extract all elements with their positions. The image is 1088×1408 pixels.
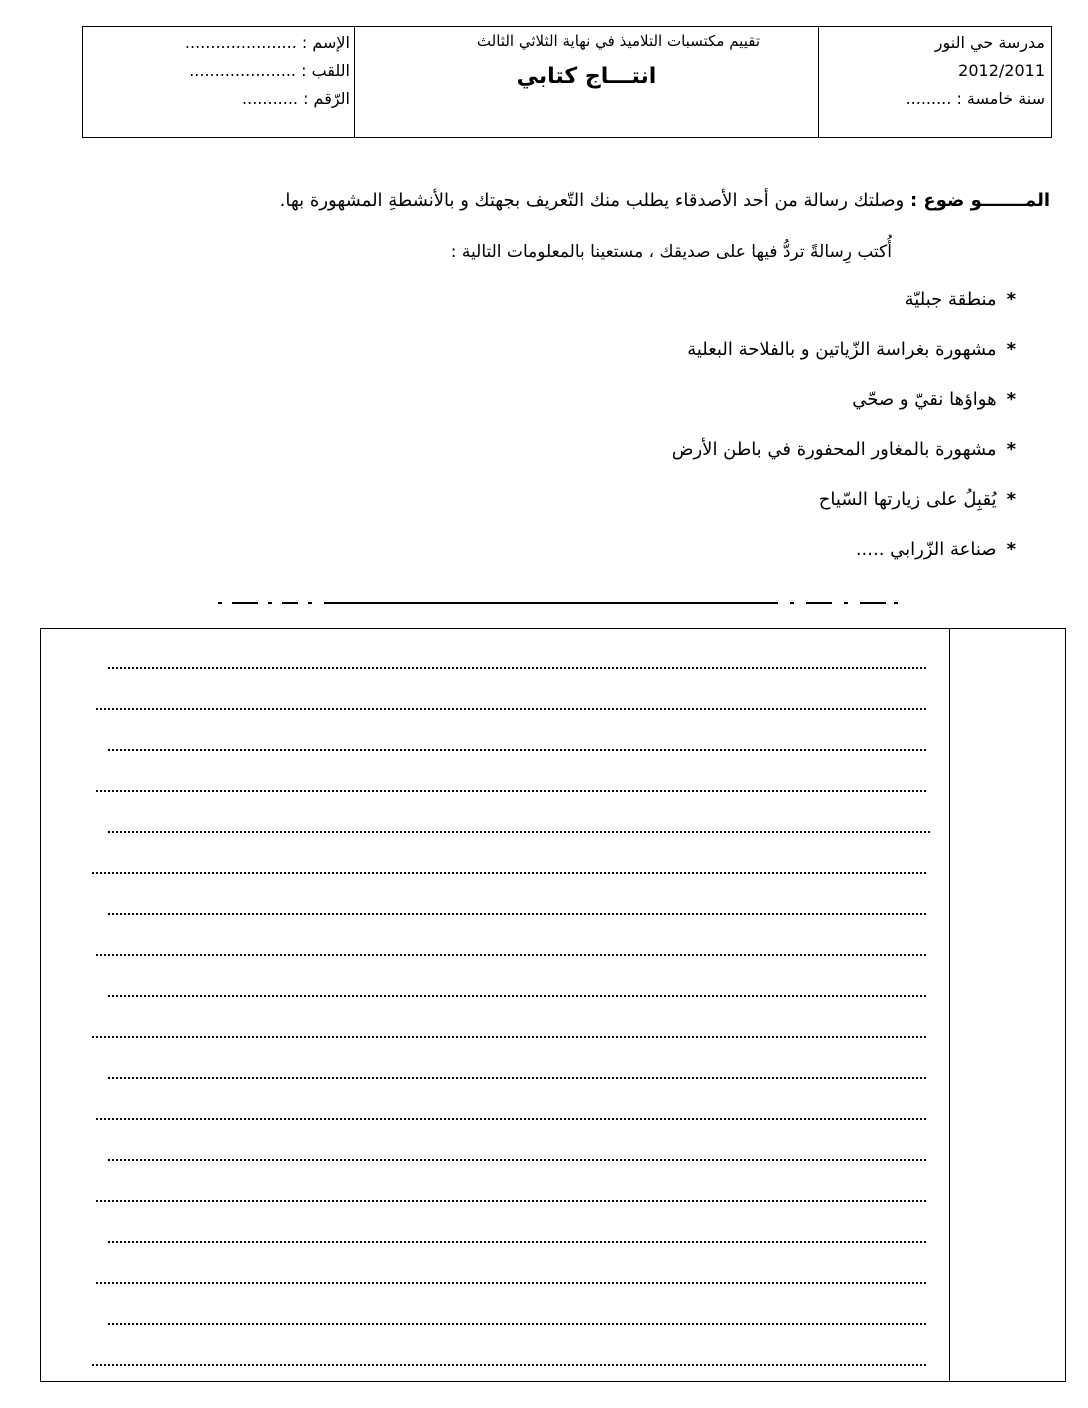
exam-subtitle: تقييم مكتسبات التلاميذ في نهاية الثلاثي الثالث [476,32,760,50]
writing-line[interactable] [108,1159,926,1161]
writing-line[interactable] [92,872,926,874]
list-item: *صناعة الزّرابي ..... [855,539,1016,560]
writing-line[interactable] [108,831,930,833]
number-field: الرّقم : ........... [242,89,350,108]
writing-line[interactable] [96,1282,926,1284]
writing-line[interactable] [108,913,926,915]
bullet-star: * [1006,539,1016,560]
header-table [82,26,1052,138]
school-info-cell [819,27,1051,137]
list-item: *يُقبِلُ على زيارتها السّياح [818,489,1016,510]
instruction-text: أُكتب رِسالةً تردُّ فيها على صديقك ، مستعينا بالمعلومات التالية : [450,242,892,262]
name-field: الإسم : ...................... [184,33,350,52]
writing-line[interactable] [96,708,926,710]
bullet-star: * [1006,489,1016,510]
student-info-cell [83,27,355,137]
writing-line[interactable] [96,1200,926,1202]
info-list [672,288,1016,588]
writing-line[interactable] [108,1323,926,1325]
writing-line[interactable] [96,790,926,792]
writing-line[interactable] [108,749,926,751]
grade-field: سنة خامسة : ......... [905,89,1045,108]
writing-line[interactable] [108,1077,926,1079]
topic-line [280,190,1050,211]
bullet-star: * [1006,339,1016,360]
answer-box[interactable] [40,628,1066,1382]
list-item: *مشهورة بالمغاور المحفورة في باطن الأرض [671,439,1016,460]
writing-line[interactable] [96,1118,926,1120]
topic-text: وصلتك رسالة من أحد الأصدقاء يطلب منك التّعريف بجهتك و بالأنشطةِ المشهورة بها. [279,190,905,211]
dash-divider [218,600,898,606]
bullet-star: * [1006,389,1016,410]
writing-line[interactable] [108,1241,926,1243]
list-item: *مشهورة بغراسة الزّياتين و بالفلاحة البعلية [687,339,1016,360]
surname-field: اللقب : ..................... [189,61,350,80]
exam-title: انتـــاج كتابي [516,64,657,89]
writing-line[interactable] [108,995,926,997]
bullet-star: * [1006,289,1016,310]
writing-line[interactable] [96,954,926,956]
list-item: *هواؤها نقيّ و صحّي [852,389,1016,410]
school-name: مدرسة حي النور [934,33,1045,52]
bullet-star: * [1006,439,1016,460]
writing-line[interactable] [108,667,926,669]
school-year: 2012/2011 [958,61,1045,80]
list-item: *منطقة جبليّة [904,289,1016,310]
teacher-margin-column [949,629,1065,1381]
writing-line[interactable] [92,1036,926,1038]
exam-title-cell [355,27,819,137]
writing-line[interactable] [92,1364,926,1366]
topic-label: المـــــــو ضوع : [909,190,1050,211]
